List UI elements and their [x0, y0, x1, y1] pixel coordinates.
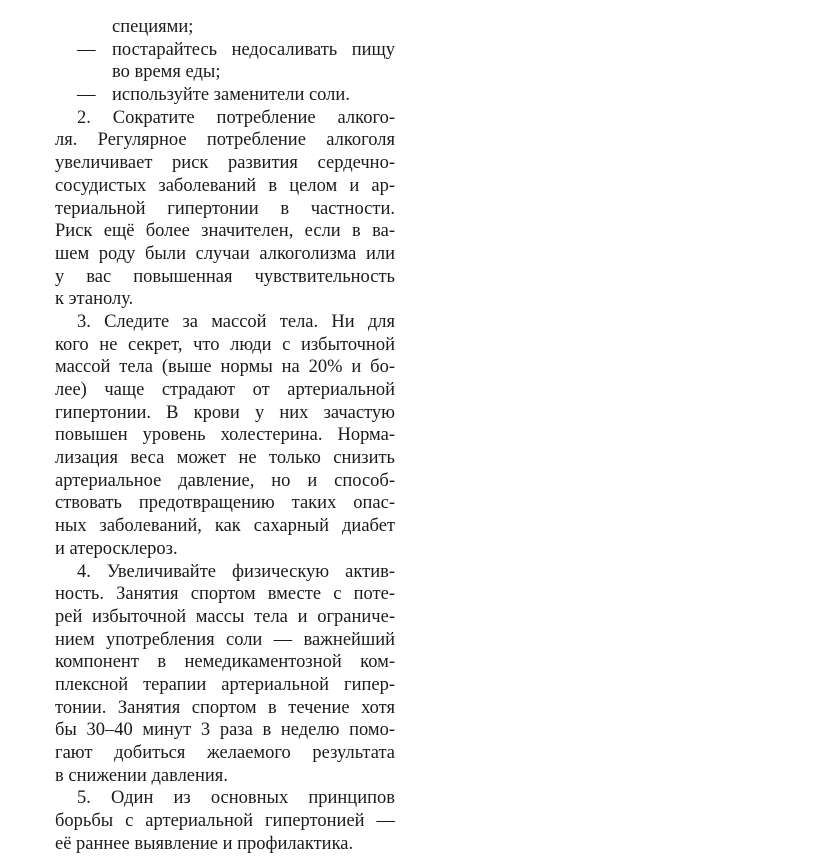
paragraph-line: лизация веса может не только снизить: [55, 448, 395, 469]
list-item-text: во время еды;: [112, 62, 221, 83]
paragraph-line: 4. Увеличивайте физическую актив-: [77, 561, 395, 582]
paragraph-line: Риск ещё более значителен, если в ва-: [55, 221, 395, 242]
paragraph-line: нием употребления соли — важнейший: [55, 629, 395, 650]
paragraph-line: 2. Сократите потребление алкого-: [77, 107, 395, 128]
paragraph-line: рей избыточной массы тела и ограниче-: [55, 606, 395, 627]
paragraph-line: лее) чаще страдают от артериальной: [55, 380, 395, 400]
list-item-text: постарайтесь недосаливать пищу: [112, 39, 395, 60]
paragraph-line: массой тела (выше нормы на 20% и бо-: [55, 357, 395, 378]
dash-list-item: [55, 84, 395, 107]
dash-list-item: [55, 39, 395, 62]
paragraph-line: териальной гипертонии в частности.: [55, 198, 395, 219]
paragraph-line: шем роду были случаи алкоголизма или: [55, 243, 395, 264]
paragraph-line: тонии. Занятия спортом в течение хотя: [55, 697, 395, 718]
paragraph-line: бы 30–40 минут 3 раза в неделю помо-: [55, 720, 395, 741]
paragraph-line: ность. Занятия спортом вместе с поте-: [55, 584, 395, 605]
paragraph-line: увеличивает риск развития сердечно-: [55, 153, 395, 174]
paragraph-line: ных заболеваний, как сахарный диабет: [55, 516, 395, 537]
paragraph: [55, 311, 395, 561]
paragraph-line: к этанолу.: [55, 289, 134, 310]
list-item-text: используйте заменители соли.: [112, 85, 350, 106]
paragraph-line: кого не секрет, что люди с избыточной: [55, 334, 395, 355]
list-dash: —: [77, 39, 96, 60]
paragraph-line: компонент в немедикаментозной ком-: [55, 652, 395, 673]
paragraph: [55, 561, 395, 788]
document-page: [55, 0, 395, 855]
paragraph-line: 5. Один из основных принципов: [77, 788, 395, 809]
paragraph-line: сосудистых заболеваний в целом и ар-: [55, 175, 395, 196]
paragraph-line: и атеросклероз.: [55, 538, 178, 559]
list-dash: —: [77, 85, 96, 106]
paragraph-line: артериальное давление, но и способ-: [55, 470, 395, 491]
paragraph-line: борьбы с артериальной гипертонией —: [55, 811, 395, 832]
paragraph-line: гают добиться желаемого результата: [55, 743, 395, 763]
paragraph-line: плексной терапии артериальной гипер-: [55, 674, 395, 695]
paragraph-line: гипертонии. В крови у них зачастую: [55, 402, 395, 423]
paragraph-line: ля. Регулярное потребление алкоголя: [55, 130, 395, 151]
paragraph-line: в снижении давления.: [55, 765, 228, 786]
paragraph-line: 3. Следите за массой тела. Ни для: [77, 311, 395, 332]
paragraph: [55, 107, 395, 311]
paragraph-line: у вас повышенная чувствительность: [55, 266, 395, 287]
paragraph-line: повышен уровень холестерина. Норма-: [55, 425, 395, 446]
paragraph-line: её раннее выявление и профилактика.: [55, 833, 354, 854]
paragraph: [55, 787, 395, 855]
list-continuation-line: специями;: [112, 17, 194, 37]
paragraph-line: ствовать предотвращению таких опас-: [55, 493, 395, 514]
